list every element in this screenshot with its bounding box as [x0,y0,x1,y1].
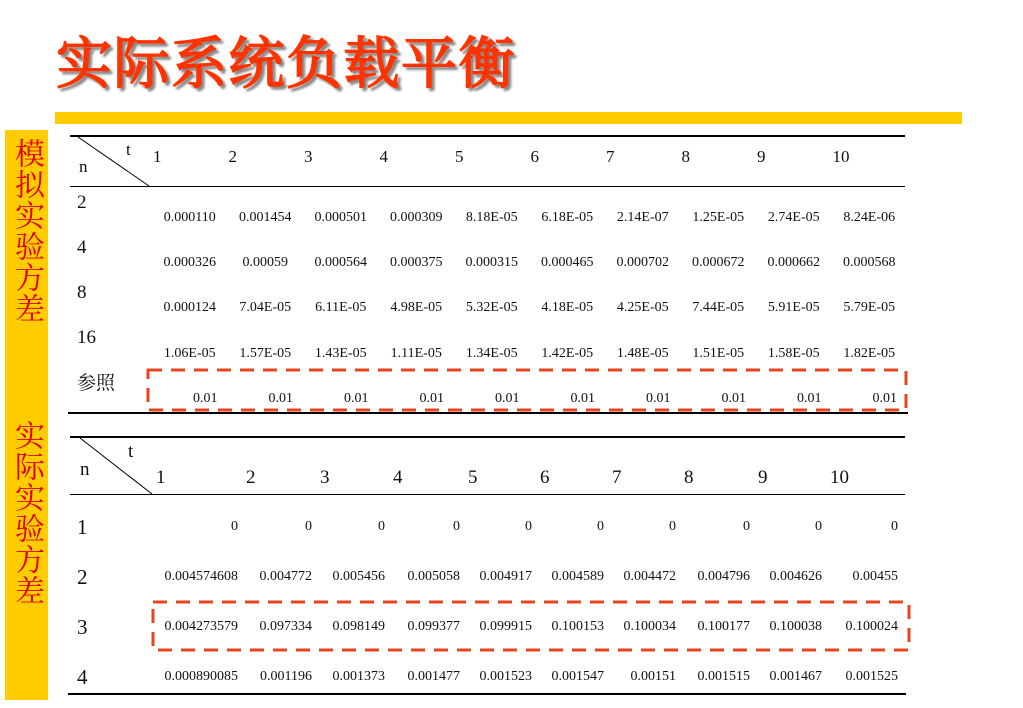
table-cell: 0.01 [268,391,293,406]
column-header: 8 [684,467,694,488]
table-cell: 0.000564 [314,255,367,270]
actual-variance-table [68,437,900,702]
table-cell: 0.01 [495,391,520,406]
table-cell: 8.18E-05 [465,210,518,225]
table-cell: 5.79E-05 [843,300,896,315]
table-cell: 4.98E-05 [390,300,443,315]
table-cell: 7.04E-05 [239,300,292,315]
row-label: 2 [77,192,87,213]
table-cell: 0.001196 [260,669,312,684]
table-cell: 0.01 [646,391,671,406]
table-cell: 1.51E-05 [692,346,745,361]
table-cell: 0.100177 [697,619,750,634]
row-label: 参照 [77,373,116,394]
column-header: 9 [757,147,766,166]
row-axis-label: n [80,459,90,480]
column-header: 6 [540,467,550,488]
table-cell: 1.42E-05 [541,346,594,361]
table-cell: 0.004574608 [164,569,238,584]
side-label-actual: 实际实验方差 [9,420,44,606]
table-corner-header [68,437,150,502]
table-cell: 6.11E-05 [315,300,367,315]
table-cell: 0.000124 [163,300,216,315]
table-cell: 0.004772 [259,569,312,584]
highlight-box-reference-row [146,368,908,412]
table-cell: 0.099915 [479,619,532,634]
table-cell: 0.004626 [769,569,822,584]
row-label: 4 [77,665,88,689]
table-cell: 0.001477 [407,669,460,684]
table-cell: 0 [453,519,460,534]
table-cell: 0.000375 [390,255,443,270]
table-cell: 0 [597,519,604,534]
table-cell: 0.01 [419,391,444,406]
column-header: 6 [530,147,539,166]
column-header: 5 [468,467,478,488]
column-header: 7 [612,467,622,488]
table-cell: 7.44E-05 [692,300,745,315]
table-cell: 0 [815,519,822,534]
table-cell: 1.34E-05 [465,346,518,361]
table-cell: 2.74E-05 [767,210,820,225]
row-label: 2 [77,565,88,589]
table-cell: 0.000315 [465,255,518,270]
column-header: 3 [320,467,330,488]
column-header: 5 [455,147,464,166]
row-label: 3 [77,615,88,639]
table-cell: 0.01 [797,391,822,406]
table-cell: 0.000890085 [164,669,238,684]
table-cell: 0.000501 [314,210,367,225]
table-cell: 1.48E-05 [616,346,669,361]
table-cell: 0.001454 [239,210,292,225]
table-cell: 1.58E-05 [767,346,820,361]
column-header: 10 [830,467,849,488]
column-header: 2 [246,467,256,488]
table-cell: 0.001515 [697,669,750,684]
table-cell: 0.01 [344,391,369,406]
table-cell: 0.001373 [332,669,385,684]
row-label: 1 [77,515,88,539]
table-cell: 6.18E-05 [541,210,594,225]
table-cell: 0.000326 [163,255,216,270]
table-cell: 1.43E-05 [314,346,367,361]
table-cell: 0.004273579 [164,619,238,634]
highlight-box-row-3 [151,600,911,652]
side-label-simulated: 模拟实验方差 [9,138,44,324]
column-header: 1 [156,467,166,488]
table-cell: 0.005058 [407,569,460,584]
table-cell: 0.005456 [332,569,385,584]
slide-title: 实际系统负载平衡 [56,32,516,97]
table-cell: 0 [891,519,898,534]
column-header: 4 [393,467,403,488]
table-cell: 0.001547 [551,669,604,684]
table-cell: 4.18E-05 [541,300,594,315]
table-cell: 0.004917 [479,569,532,584]
row-label: 16 [77,327,96,348]
column-header: 2 [228,147,237,166]
column-header: 9 [758,467,768,488]
table-cell: 0.00059 [242,255,288,270]
column-header: 3 [304,147,313,166]
table-cell: 0.100024 [845,619,898,634]
table-cell: 0.01 [872,391,897,406]
table-cell: 0 [378,519,385,534]
table-cell: 0.100153 [551,619,604,634]
table-cell: 0.000662 [767,255,820,270]
table-cell: 4.25E-05 [616,300,669,315]
table-cell: 0 [669,519,676,534]
table-cell: 0 [525,519,532,534]
table-corner-header [68,136,148,187]
table-cell: 0.01 [193,391,218,406]
table-cell: 0.000702 [616,255,669,270]
row-axis-label: n [79,157,88,176]
table-cell: 0.000672 [692,255,745,270]
table-cell: 5.32E-05 [465,300,518,315]
column-header: 10 [832,147,850,166]
table-cell: 0.01 [570,391,595,406]
table-cell: 0.004472 [623,569,676,584]
table-cell: 0.098149 [332,619,385,634]
table-cell: 0.000309 [390,210,443,225]
table-cell: 0.099377 [407,619,460,634]
table-cell: 1.06E-05 [163,346,216,361]
table-cell: 1.57E-05 [239,346,292,361]
table-cell: 0.01 [721,391,746,406]
table-cell: 2.14E-07 [616,210,669,225]
column-header: 4 [379,147,388,166]
table-cell: 0.000465 [541,255,594,270]
table-cell: 0.00455 [852,569,898,584]
column-header: 7 [606,147,615,166]
table-cell: 1.25E-05 [692,210,745,225]
row-label: 8 [77,282,87,303]
table-cell: 0.004589 [551,569,604,584]
table-cell: 0.001467 [769,669,822,684]
table-cell: 0 [231,519,238,534]
accent-bar-top [55,112,962,124]
table-cell: 0.001523 [479,669,532,684]
table-cell: 5.91E-05 [767,300,820,315]
table-cell: 8.24E-06 [843,210,896,225]
table-cell: 0.001525 [845,669,898,684]
table-cell: 0.000110 [163,210,216,225]
table-cell: 0 [305,519,312,534]
table-cell: 0.100034 [623,619,676,634]
table-cell: 1.82E-05 [843,346,896,361]
table-cell: 1.11E-05 [390,346,442,361]
table-cell: 0 [743,519,750,534]
table-cell: 0.00151 [630,669,676,684]
column-header: 8 [681,147,690,166]
table-cell: 0.004796 [697,569,750,584]
table-cell: 0.100038 [769,619,822,634]
column-header: 1 [153,147,162,166]
table-cell: 0.097334 [259,619,312,634]
column-axis-label: t [126,140,131,159]
row-label: 4 [77,237,87,258]
table-cell: 0.000568 [843,255,896,270]
column-axis-label: t [128,441,134,462]
